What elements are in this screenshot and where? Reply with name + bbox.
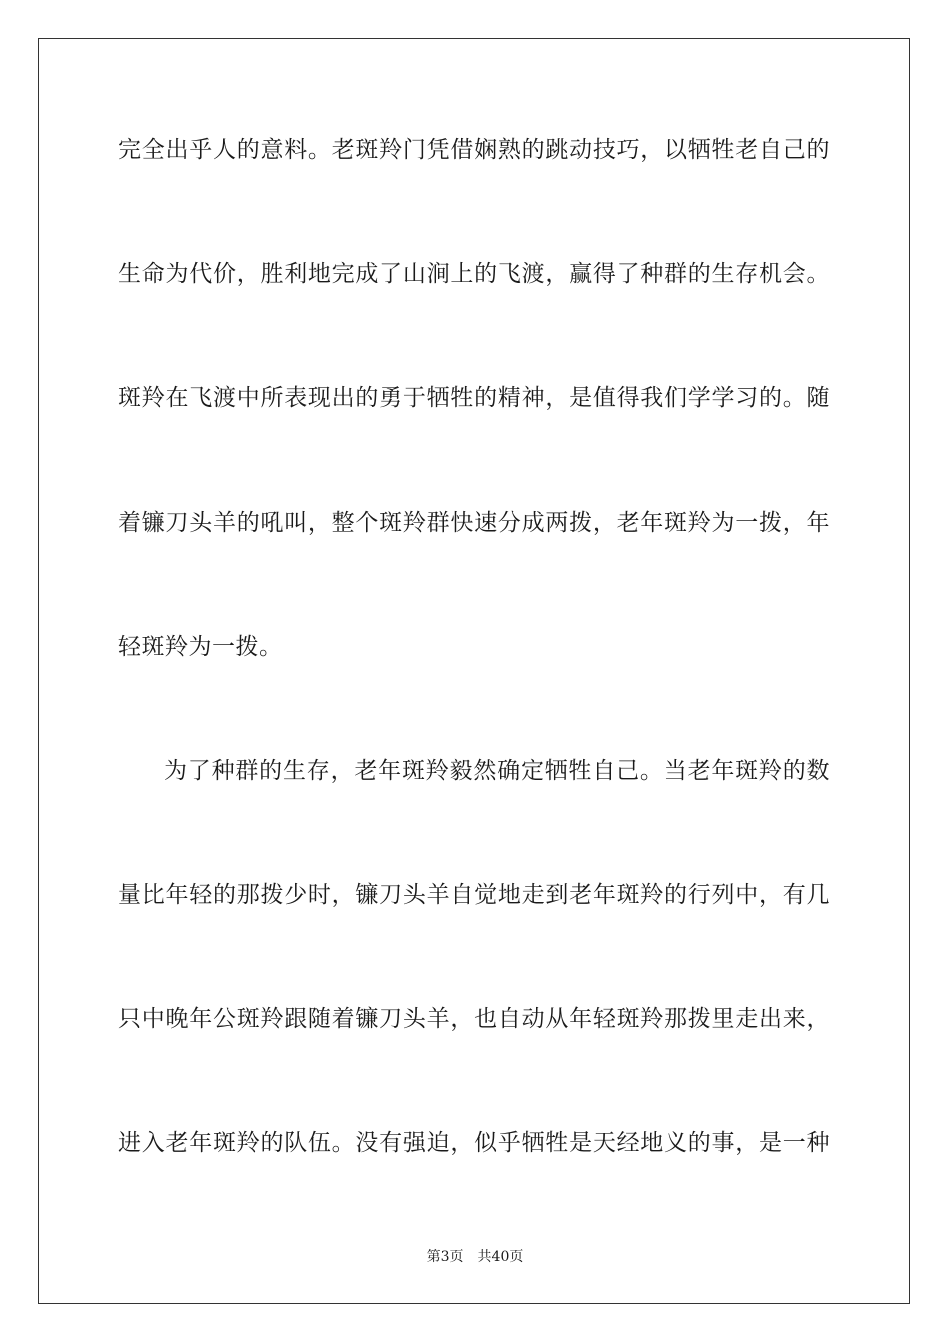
page-number-current: 第3页 (426, 1249, 464, 1265)
body-text-line: 斑羚在飞渡中所表现出的勇于牺牲的精神，是值得我们学学习的。随 (118, 385, 830, 411)
page-footer (0, 1248, 950, 1266)
body-text-line: 进入老年斑羚的队伍。没有强迫，似乎牺牲是天经地义的事，是一种 (118, 1130, 830, 1156)
body-text-line: 着镰刀头羊的吼叫，整个斑羚群快速分成两拨，老年斑羚为一拨，年 (118, 510, 830, 536)
paragraph-first-line: 为了种群的生存，老年斑羚毅然确定牺牲自己。当老年斑羚的数 (164, 758, 830, 784)
body-text-line: 量比年轻的那拨少时，镰刀头羊自觉地走到老年斑羚的行列中，有几 (118, 882, 830, 908)
body-text-line: 只中晚年公斑羚跟随着镰刀头羊，也自动从年轻斑羚那拨里走出来， (118, 1006, 830, 1032)
page-number-total: 共40页 (477, 1249, 524, 1265)
body-text-line: 生命为代价，胜利地完成了山涧上的飞渡，赢得了种群的生存机会。 (118, 261, 830, 287)
body-text-line: 完全出乎人的意料。老斑羚门凭借娴熟的跳动技巧，以牺牲老自己的 (118, 137, 830, 163)
page-border (38, 38, 910, 1304)
body-text-line: 轻斑羚为一拨。 (118, 634, 283, 660)
